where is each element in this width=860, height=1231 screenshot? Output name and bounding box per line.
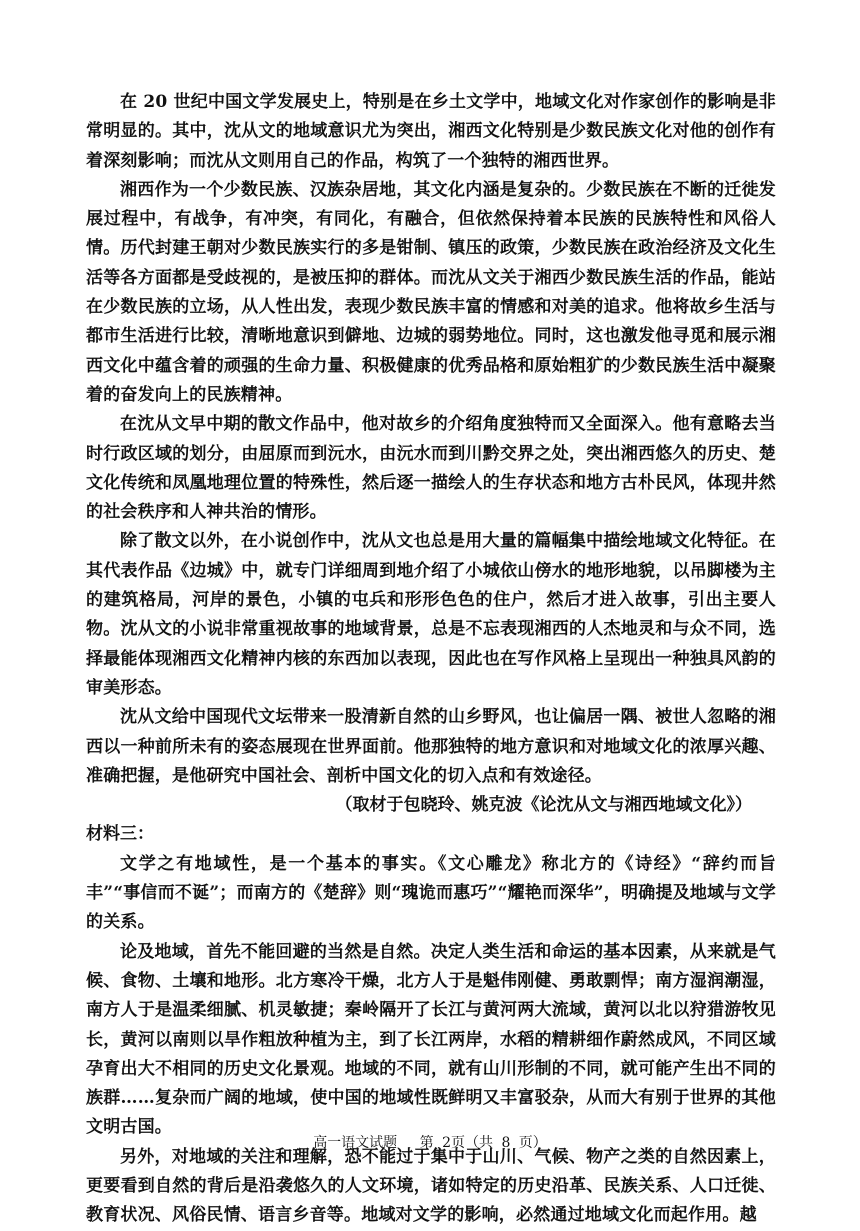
paragraph: 沈从文给中国现代文坛带来一股清新自然的山乡野风，也让偏居一隅、被世人忽略的湘西以一种前所未有的姿态展现在世界面前。他那独特的地方意识和对地域文化的浓厚兴趣、准确把握，是他研究中国社会、剖析中国文化的切入点和有效途径。	[86, 707, 776, 786]
paragraph: 在沈从文早中期的散文作品中，他对故乡的介绍角度独特而又全面深入。他有意略去当时行政区域的划分，由屈原而到沅水，由沅水而到川黔交界之处，突出湘西悠久的历史、楚文化传统和凤凰地理位置的特殊性，然后逐一描绘人的生存状态和地方古朴民风，体现井然的社会秩序和人神共治的情形。	[86, 414, 776, 523]
paragraph: 另外，对地域的关注和理解，恐不能过于集中于山川、气候、物产之类的自然因素上，更要看到自然的背后是沿袭悠久的人文环境，诸如特定的历史沿革、民族关系、人口迁徙、教育状况、风俗民情、语言乡音等。地域对文学的影响，必然通过地域文化而起作用。越	[86, 1146, 776, 1226]
page-footer: 高一语文试题 第 2页（共 8 页）	[313, 1135, 547, 1151]
paragraph: 除了散文以外，在小说创作中，沈从文也总是用大量的篇幅集中描绘地域文化特征。在其代表作品《边城》中，就专门详细周到地介绍了小城依山傍水的地形地貌，以吊脚楼为主的建筑格局，河岸的景色，小镇的屯兵和形形色色的住户，然后才进入故事，引出主要人物。沈从文的小说非常重视故事的地域背景，总是不忘表现湘西的人杰地灵和与众不同，选择最能体现湘西文化精神内核的东西加以表现，因此也在写作风格上呈现出一种独具风韵的审美形态。	[86, 531, 776, 698]
paragraph: 文学之有地域性，是一个基本的事实。《文心雕龙》称北方的《诗经》“辞约而旨丰”“事信而不诞”；而南方的《楚辞》则“瑰诡而惠巧”“耀艳而深华”，明确提及地域与文学的关系。	[86, 853, 776, 933]
paragraph: 在 20 世纪中国文学发展史上，特别是在乡土文学中，地域文化对作家创作的影响是非常明显的。其中，沈从文的地域意识尤为突出，湘西文化特别是少数民族文化对他的创作有着深刻影响；而沈从文则用自己的作品，构筑了一个独特的湘西世界。	[86, 92, 776, 171]
document-body	[86, 88, 776, 1231]
paragraph: 湘西作为一个少数民族、汉族杂居地，其文化内涵是复杂的。少数民族在不断的迁徙发展过程中，有战争，有冲突，有同化，有融合，但依然保持着本民族的民族特性和风俗人情。历代封建王朝对少数民族实行的多是钳制、镇压的政策，少数民族在政治经济及文化生活等各方面都是受歧视的，是被压抑的群体。而沈从文关于湘西少数民族生活的作品，能站在少数民族的立场，从人性出发，表现少数民族丰富的情感和对美的追求。他将故乡生活与都市生活进行比较，清晰地意识到僻地、边城的弱势地位。同时，这也激发他寻觅和展示湘西文化中蕴含着的顽强的生命力量、积极健康的优秀品格和原始粗犷的少数民族生活中凝聚着的奋发向上的民族精神。	[86, 179, 776, 405]
paragraph: 论及地域，首先不能回避的当然是自然。决定人类生活和命运的基本因素，从来就是气候、食物、土壤和地形。北方寒冷干燥，北方人于是魁伟刚健、勇敢剽悍；南方湿润潮湿，南方人于是温柔细腻、机灵敏捷；秦岭隔开了长江与黄河两大流域，黄河以北以狩猎游牧见长，黄河以南则以旱作粗放种植为主，到了长江两岸，水稻的精耕细作蔚然成风，不同区域孕育出大不相同的历史文化景观。地域的不同，就有山川形制的不同，就可能产生出不同的族群……复杂而广阔的地域，使中国的地域性既鲜明又丰富驳杂，从而大有别于世界的其他文明古国。	[86, 941, 776, 1138]
material-label: 材料三：	[86, 824, 154, 845]
source-citation: （取材于包晓玲、姚克波《论沈从文与湘西地域文化》）	[335, 795, 752, 816]
